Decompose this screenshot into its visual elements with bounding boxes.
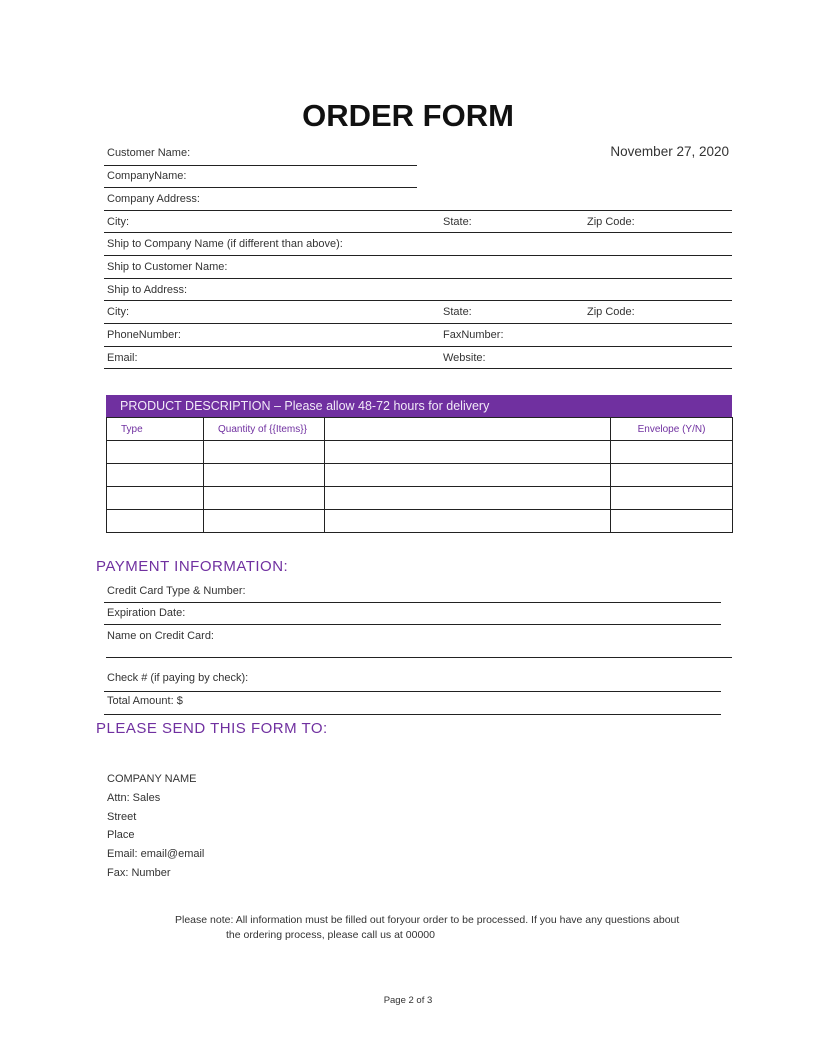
card-type-label: Credit Card Type & Number: <box>107 585 246 597</box>
order-date: November 27, 2020 <box>610 144 729 159</box>
description-cell[interactable] <box>325 510 611 533</box>
envelope-cell[interactable] <box>611 487 733 510</box>
email-website-field[interactable] <box>104 368 732 369</box>
name-on-card-field[interactable] <box>106 657 732 658</box>
column-type: Type <box>107 418 204 441</box>
company-address-field[interactable] <box>104 210 732 211</box>
expiration-label: Expiration Date: <box>107 607 186 619</box>
type-cell[interactable] <box>107 510 204 533</box>
product-grid <box>106 417 733 533</box>
email-label: Email: <box>107 352 138 364</box>
name-on-card-label: Name on Credit Card: <box>107 630 214 642</box>
address-place: Place <box>107 829 135 842</box>
product-table-header: PRODUCT DESCRIPTION – Please allow 48-72 hours for delivery <box>106 395 732 417</box>
page-number: Page 2 of 3 <box>383 995 433 1006</box>
fax-label: FaxNumber: <box>443 329 504 341</box>
company-name-field[interactable] <box>104 187 417 188</box>
address-company: COMPANY NAME <box>107 773 197 785</box>
column-description <box>325 418 611 441</box>
quantity-cell[interactable] <box>204 487 325 510</box>
card-type-field[interactable] <box>104 602 721 603</box>
city-label: City: <box>107 216 129 228</box>
envelope-cell[interactable] <box>611 510 733 533</box>
city-state-zip-field[interactable] <box>104 232 732 233</box>
check-field[interactable] <box>104 691 721 692</box>
column-envelope: Envelope (Y/N) <box>611 418 733 441</box>
send-to-section-title: PLEASE SEND THIS FORM TO: <box>96 720 328 737</box>
address-attn: Attn: Sales <box>107 791 161 804</box>
quantity-cell[interactable] <box>204 510 325 533</box>
ship-address-field[interactable] <box>104 300 732 301</box>
address-fax: Fax: Number <box>107 866 171 879</box>
envelope-cell[interactable] <box>611 464 733 487</box>
table-row <box>107 464 733 487</box>
product-column-headers <box>107 418 733 441</box>
page-title: ORDER FORM <box>302 98 514 133</box>
ship-zip-label: Zip Code: <box>587 306 635 318</box>
product-table <box>106 395 732 533</box>
ship-company-label: Ship to Company Name (if different than above): <box>107 238 343 250</box>
customer-name-field[interactable] <box>104 165 417 166</box>
company-address-label: Company Address: <box>107 193 200 205</box>
note-line-2: the ordering process, please call us at 00000 <box>226 929 435 941</box>
zip-label: Zip Code: <box>587 216 635 228</box>
envelope-cell[interactable] <box>611 441 733 464</box>
ship-customer-label: Ship to Customer Name: <box>107 261 228 273</box>
total-amount-label: Total Amount: $ <box>107 695 183 707</box>
phone-label: PhoneNumber: <box>107 329 181 341</box>
note-line-1: Please note: All information must be filled out foryour order to be processed. If you have any questions about <box>175 914 680 926</box>
type-cell[interactable] <box>107 464 204 487</box>
ship-city-label: City: <box>107 306 129 318</box>
customer-name-label: Customer Name: <box>107 147 191 159</box>
type-cell[interactable] <box>107 487 204 510</box>
address-email: Email: email@email <box>107 848 205 861</box>
state-label: State: <box>443 216 472 228</box>
total-amount-field[interactable] <box>104 714 721 715</box>
ship-city-state-zip-field[interactable] <box>104 323 732 324</box>
send-to-address <box>107 770 204 883</box>
company-name-label: CompanyName: <box>107 170 187 182</box>
ship-company-field[interactable] <box>104 255 732 256</box>
ship-customer-field[interactable] <box>104 278 732 279</box>
table-row <box>107 487 733 510</box>
address-street: Street <box>107 810 137 823</box>
payment-section-title: PAYMENT INFORMATION: <box>96 558 289 575</box>
expiration-field[interactable] <box>104 624 721 625</box>
table-row <box>107 510 733 533</box>
ship-address-label: Ship to Address: <box>107 284 188 296</box>
quantity-cell[interactable] <box>204 441 325 464</box>
website-label: Website: <box>443 352 486 364</box>
quantity-cell[interactable] <box>204 464 325 487</box>
ship-state-label: State: <box>443 306 472 318</box>
type-cell[interactable] <box>107 441 204 464</box>
description-cell[interactable] <box>325 441 611 464</box>
description-cell[interactable] <box>325 464 611 487</box>
description-cell[interactable] <box>325 487 611 510</box>
check-label: Check # (if paying by check): <box>107 672 249 684</box>
table-row <box>107 441 733 464</box>
column-quantity: Quantity of {{Items}} <box>204 418 325 441</box>
phone-fax-field[interactable] <box>104 346 732 347</box>
